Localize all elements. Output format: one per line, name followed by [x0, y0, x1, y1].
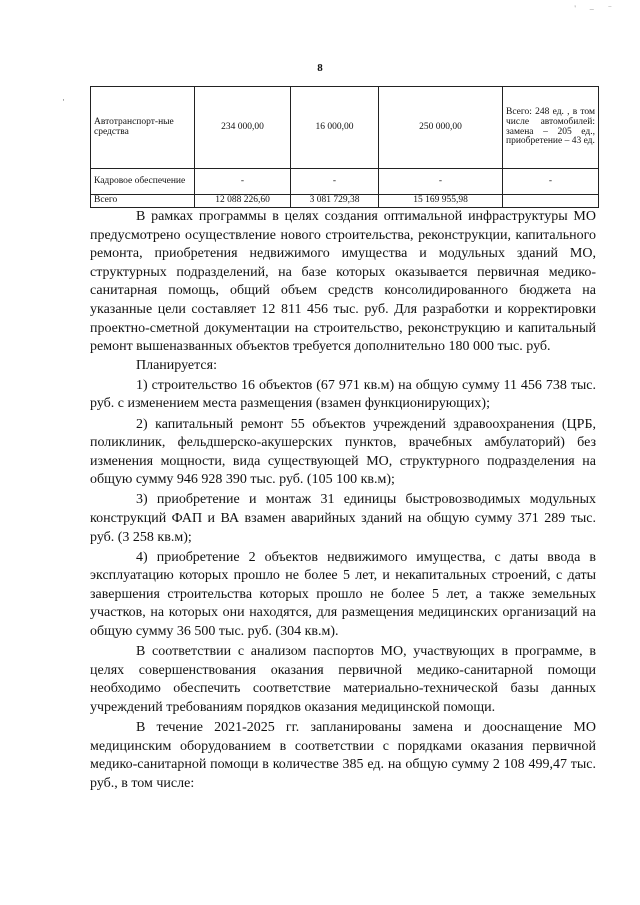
table-cell: 15 169 955,98: [379, 195, 503, 208]
table-cell: 250 000,00: [379, 87, 503, 169]
paragraph-item-3: 3) приобретение и монтаж 31 единицы быстровозводимых модульных конструкций ФАП и ВА взамен аварийных зданий на общую сумму 371 289 тыс. руб. (3 258 кв.м);: [90, 492, 596, 545]
header-marks: ' – ⁻: [574, 4, 618, 13]
table-row: [91, 169, 599, 195]
table-cell: -: [291, 169, 379, 195]
table-note: Всего: 248 ед. , в том числе автомобилей: замена – 205 ед., приобретение – 43 ед.: [503, 87, 599, 169]
page-number: 8: [317, 62, 323, 74]
table-row: [91, 87, 599, 169]
table-cell: 12 088 226,60: [195, 195, 291, 208]
row-label: Кадровое обеспечение: [91, 169, 195, 195]
paragraph-equipment: В течение 2021-2025 гг. запланированы замена и дооснащение МО медицинским оборудованием в соответствии с порядками оказания первичной медико-санитарной помощи в количестве 385 ед. на общую сумму 2 108 499,47 тыс. руб., в том числе:: [90, 720, 596, 791]
table-cell: 3 081 729,38: [291, 195, 379, 208]
margin-mark: ·: [62, 95, 65, 105]
table-note: -: [503, 169, 599, 195]
budget-table: [90, 86, 599, 208]
table-note: [503, 195, 599, 208]
paragraph-item-1: 1) строительство 16 объектов (67 971 кв.м) на общую сумму 11 456 738 тыс. руб. с изменением места размещения (взамен функционирующих);: [90, 377, 596, 412]
row-label: Всего: [91, 195, 195, 208]
table-cell: -: [195, 169, 291, 195]
paragraph-analysis: В соответствии с анализом паспортов МО, участвующих в программе, в целях совершенствования оказания первичной медико-санитарной помощи необходимо обеспечить соответствие материально-технической базы данных учреждений требованиям порядков оказания медицинской помощи.: [90, 644, 596, 715]
paragraph-plan-heading: Планируется:: [136, 357, 217, 373]
body-text: [90, 208, 596, 793]
table-cell: 16 000,00: [291, 87, 379, 169]
table-row: [91, 195, 599, 208]
table-cell: -: [379, 169, 503, 195]
row-label: Автотранспорт-ные средства: [91, 87, 195, 169]
paragraph-item-4: 4) приобретение 2 объектов недвижимого имущества, с даты ввода в эксплуатацию которых прошло не более 5 лет, и некапитальных строений, с даты завершения строительства которых прошло не более 5 лет, а также земельных участков, на которых они находятся, для размещения медицинских организаций на общую сумму 36 500 тыс. руб. (304 кв.м).: [90, 549, 596, 640]
table-cell: 234 000,00: [195, 87, 291, 169]
paragraph-item-2: 2) капитальный ремонт 55 объектов учреждений здравоохранения (ЦРБ, поликлиник, фельдшерско-акушерских пунктов, врачебных амбулаторий) без изменения мощности, вида существующей МО, структурного подразделения на общую сумму 946 928 390 тыс. руб. (105 100 кв.м);: [90, 416, 596, 488]
paragraph-intro: В рамках программы в целях создания оптимальной инфраструктуры МО предусмотрено осуществление нового строительства, реконструкции, капитального ремонта, приобретения недвижимого имущества и модульных зданий МО, структурных подразделений, на базе которых оказывается первичная медико-санитарная помощь, общий объем средств консолидированного бюджета на указанные цели составляет 12 811 456 тыс. руб. Для разработки и корректировки проектно-сметной документации на строительство, реконструкцию и капитальный ремонт вышеназванных объектов требуется дополнительно 180 000 тыс. руб.: [90, 209, 596, 355]
